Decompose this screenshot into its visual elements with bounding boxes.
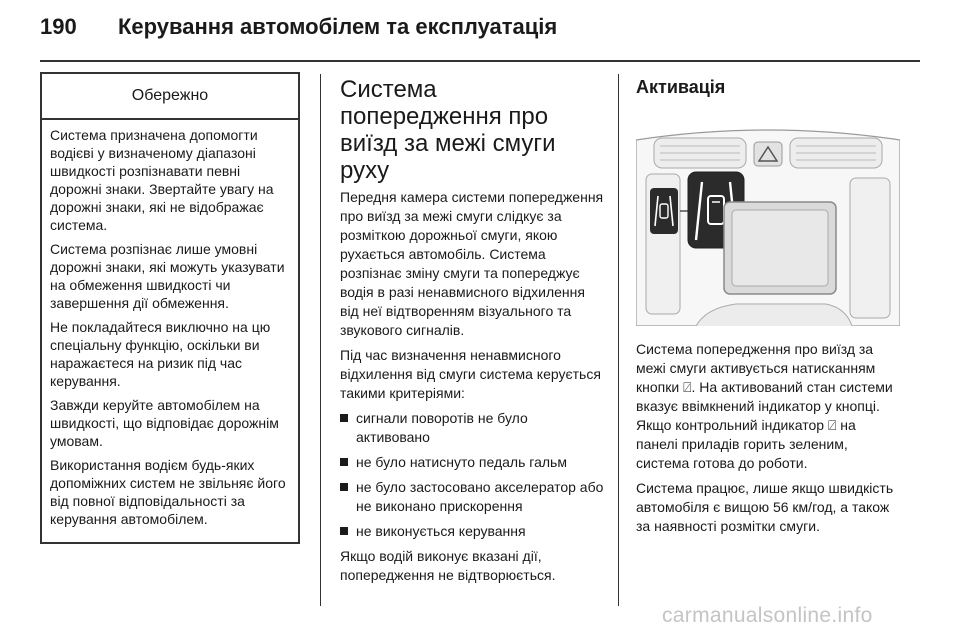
- caution-paragraph: Система призначена допомогти водієві у визначеному діапазоні швидкості розпізнавати певні дорожні знаки. Звертайте увагу на дорожні знаки, які не відображає система.: [50, 127, 274, 233]
- page-title: Керування автомобілем та експлуатація: [118, 14, 558, 39]
- activation-paragraph: Система працює, лише якщо швидкість автомобіля є вищою 56 км/год, а також за наявності розмітки смуги.: [636, 480, 894, 534]
- list-item: [340, 478, 604, 516]
- list-item-text: не було натиснуто педаль гальм: [356, 454, 567, 470]
- lane-assist-icon: ⍁: [827, 417, 837, 433]
- list-item-text: не було застосовано акселератор або не виконано прискорення: [356, 479, 604, 514]
- caution-box: [40, 72, 300, 544]
- section-closing: Якщо водій виконує вказані дії, попередження не відтворюється.: [340, 548, 556, 583]
- dashboard-illustration: [636, 112, 900, 326]
- list-item: [340, 409, 604, 447]
- caution-body: [42, 120, 298, 528]
- caution-paragraph: Завжди керуйте автомобілем на швидкості, що відповідає дорожнім умовам.: [50, 397, 279, 449]
- list-item: [340, 453, 604, 472]
- lane-departure-section: [340, 76, 604, 591]
- lane-assist-button-icon: [650, 188, 678, 234]
- section-heading: Система попередження про виїзд за межі смуги руху: [340, 76, 556, 184]
- caution-paragraph: Не покладайтеся виключно на цю спеціальну функцію, оскільки ви наражаєтеся на ризик під час керування.: [50, 319, 271, 389]
- activation-text-part: на панелі приладів горить зеленим, система готова до роботи.: [636, 417, 856, 471]
- activation-text: [636, 340, 900, 536]
- bullet-square-icon: [340, 527, 348, 535]
- column-divider: [618, 74, 619, 606]
- list-item-text: сигнали поворотів не було активовано: [356, 410, 528, 445]
- page-header: [40, 14, 920, 44]
- caution-title: Обережно: [42, 74, 298, 120]
- bullet-square-icon: [340, 414, 348, 422]
- column-divider: [320, 74, 321, 606]
- bullet-square-icon: [340, 483, 348, 491]
- activation-paragraph: [636, 340, 900, 473]
- caution-paragraph: Використання водієм будь-яких допоміжних систем не звільняє його від повної відповідальності за керування автомобілем.: [50, 457, 286, 527]
- vent-left: [654, 138, 746, 168]
- criteria-intro: Під час визначення ненавмисного відхилення від смуги система керується такими критеріями:: [340, 347, 601, 401]
- caution-paragraph: Система розпізнає лише умовні дорожні знаки, які можуть указувати на обмеження швидкості чи завершення дії обмеження.: [50, 241, 285, 311]
- activation-section: [636, 76, 900, 542]
- watermark: carmanualsonline.info: [662, 604, 873, 627]
- bullet-square-icon: [340, 458, 348, 466]
- activation-text-part: . На активований стан системи вказує ввімкнений індикатор у кнопці. Якщо контрольний індикатор: [636, 379, 893, 433]
- activation-heading: Активація: [636, 77, 726, 97]
- page-number: 190: [40, 14, 77, 39]
- section-intro: Передня камера системи попередження про виїзд за межі смуги слідкує за розміткою дорожньої смуги, якою рухається автомобіль. Система розпізнає зміну смуги та попереджує водія в разі ненавмисного відхилення від неї відтворенням візуального та звукового сигналів.: [340, 189, 604, 338]
- header-rule: [40, 60, 920, 62]
- criteria-list: [340, 409, 604, 541]
- vent-right: [790, 138, 882, 168]
- lane-assist-icon: ⍁: [683, 379, 692, 395]
- activation-text-part: Система попередження про виїзд за межі смуги активується натисканням кнопки: [636, 341, 876, 395]
- list-item: [340, 522, 604, 541]
- list-item-text: не виконується керування: [356, 523, 526, 539]
